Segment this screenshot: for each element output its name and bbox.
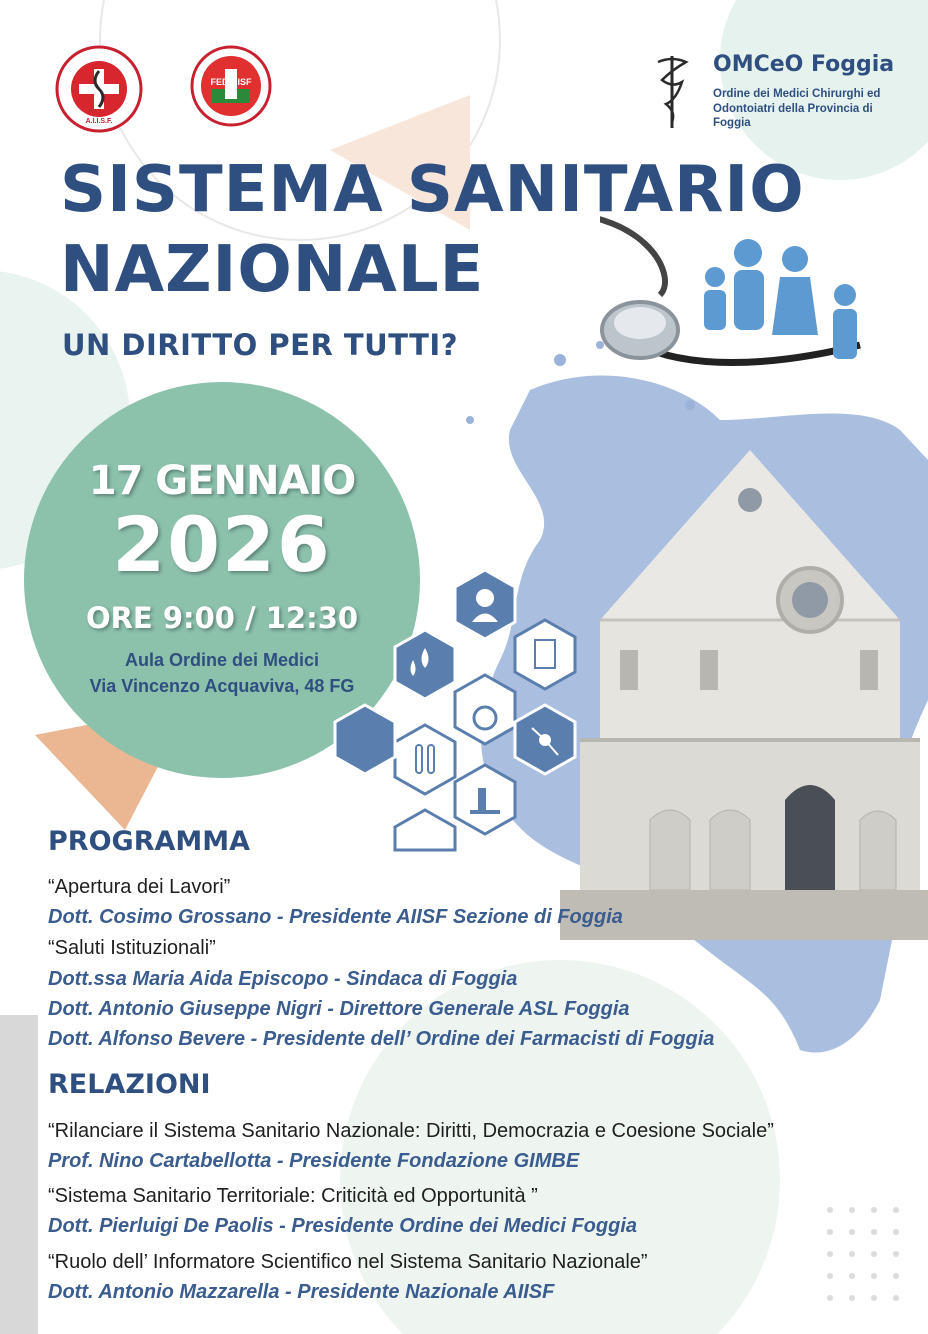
org-desc-line-1: Ordine dei Medici Chirurghi ed <box>713 88 881 100</box>
relazioni-item-1-speaker: Prof. Nino Cartabellotta - Presidente Fondazione GIMBE <box>48 1150 580 1172</box>
bg-dots <box>827 1207 899 1301</box>
subtitle: UN DIRITTO PER TUTTI? <box>62 328 459 362</box>
hex-testtubes-icon <box>395 725 455 794</box>
programma-item-2-quote: “Saluti Istituzionali” <box>48 937 216 959</box>
stethoscope-family-illustration <box>600 215 870 385</box>
title-line-2: NAZIONALE <box>60 233 485 307</box>
programma-item-2-speaker-1: Dott.ssa Maria Aida Episcopo - Sindaca di Foggia <box>48 968 518 990</box>
event-time: ORE 9:00 / 12:30 <box>85 601 359 635</box>
org-desc-line-2: Odontoiatri della Provincia di <box>713 102 873 115</box>
relazioni-item-1-quote: “Rilanciare il Sistema Sanitario Nazionale: Diritti, Democrazia e Coesione Sociale” <box>48 1120 774 1142</box>
programma-item-1-quote: “Apertura dei Lavori” <box>48 876 231 898</box>
bg-grey-sidebar <box>0 1015 38 1334</box>
title-line-1: SISTEMA SANITARIO <box>60 153 805 227</box>
org-name: OMCeO Foggia <box>713 52 895 77</box>
event-address: Via Vincenzo Acquaviva, 48 FG <box>89 676 355 696</box>
programma-item-2-speaker-2: Dott. Antonio Giuseppe Nigri - Direttore Generale ASL Foggia <box>48 998 630 1020</box>
event-date: 17 GENNAIO <box>88 458 356 504</box>
programma-heading: PROGRAMMA <box>48 826 251 857</box>
org-desc-line-3: Foggia <box>713 117 751 129</box>
relazioni-item-2-quote: “Sistema Sanitario Territoriale: Criticità ed Opportunità ” <box>48 1185 538 1207</box>
caduceus-icon <box>648 52 694 130</box>
cathedral-illustration <box>560 420 928 940</box>
relazioni-heading: RELAZIONI <box>48 1069 211 1100</box>
fedaiisf-logo-text: FEDAIISF <box>210 77 252 87</box>
hex-blank-icon <box>335 705 395 774</box>
hex-wheelchair-icon <box>455 675 515 744</box>
programma-item-1-speaker-1: Dott. Cosimo Grossano - Presidente AIISF Sezione di Foggia <box>48 906 623 928</box>
relazioni-item-3-quote: “Ruolo dell’ Informatore Scientifico nel Sistema Sanitario Nazionale” <box>48 1251 648 1273</box>
event-year: 2026 <box>112 500 332 589</box>
event-venue: Aula Ordine dei Medici <box>124 650 320 670</box>
org-description <box>713 87 880 131</box>
aiisf-logo-text: A.I.I.S.F. <box>85 118 113 125</box>
hex-virus-icon <box>395 810 455 850</box>
fedaiisf-logo <box>190 45 272 127</box>
programma-item-2-speaker-3: Dott. Alfonso Bevere - Presidente dell’ Ordine dei Farmacisti di Foggia <box>48 1028 715 1050</box>
aiisf-logo <box>55 45 143 133</box>
relazioni-item-3-speaker: Dott. Antonio Mazzarella - Presidente Nazionale AIISF <box>48 1281 555 1303</box>
relazioni-item-2-speaker: Dott. Pierluigi De Paolis - Presidente Ordine dei Medici Foggia <box>48 1215 637 1237</box>
